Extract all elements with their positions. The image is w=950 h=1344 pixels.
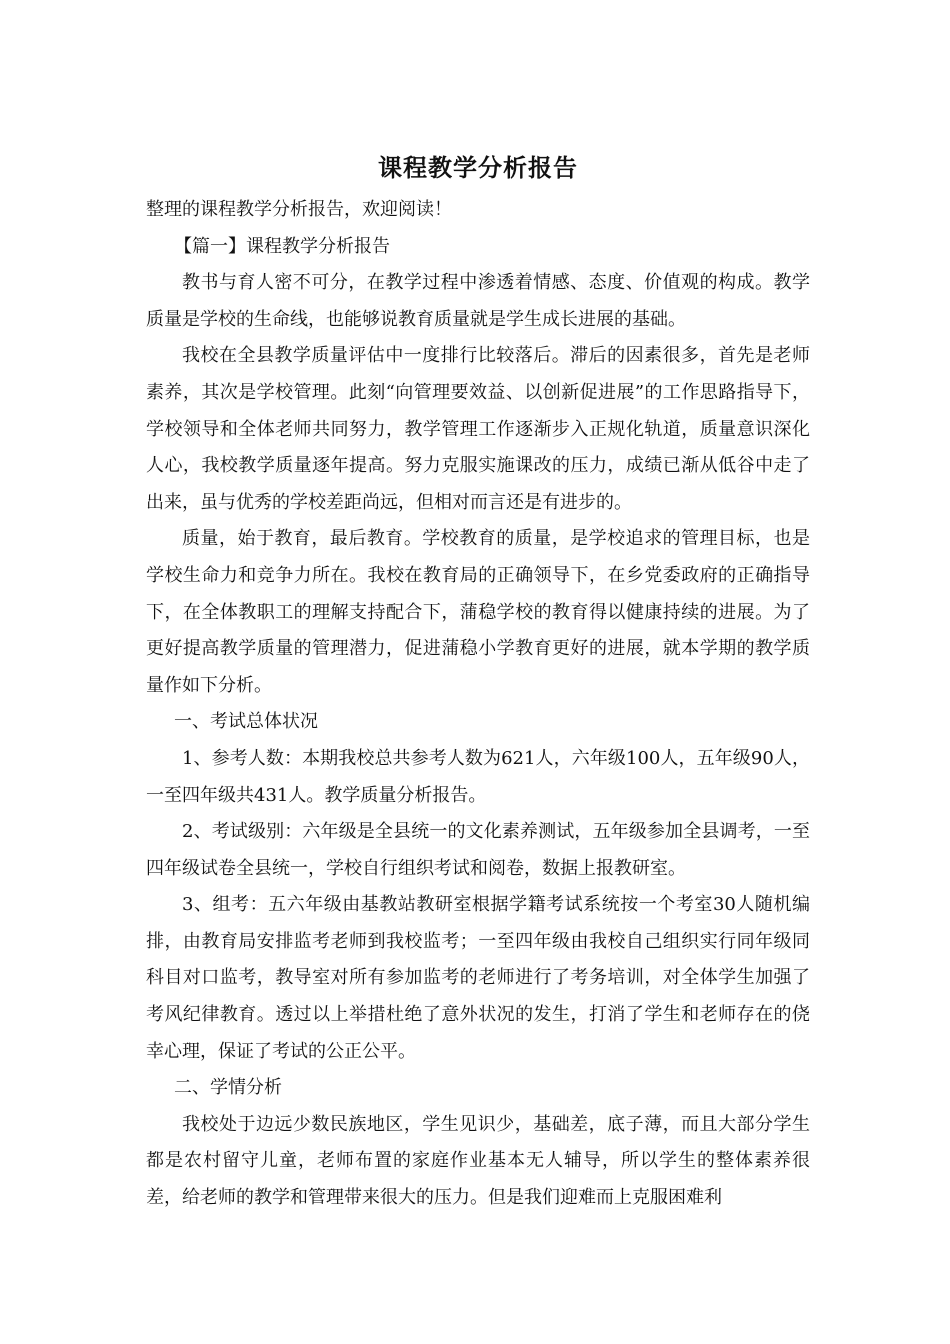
part-heading: 【篇一】课程教学分析报告 (174, 235, 390, 257)
section-1-item-1: 1、参考人数：本期我校总共参考人数为621人，六年级100人，五年级90人，一至四年级共431人。教学质量分析报告。 (146, 747, 810, 806)
section-1-heading: 一、考试总体状况 (174, 711, 318, 733)
intro-line: 整理的课程教学分析报告，欢迎阅读！ (146, 199, 452, 220)
section-2-heading: 二、学情分析 (174, 1077, 282, 1099)
paragraph-3: 质量，始于教育，最后教育。学校教育的质量，是学校追求的管理目标，也是学校生命力和竞争力所在。我校在教育局的正确领导下，在乡党委政府的正确指导下，在全体教职工的理解支持配合下，蒲稳学校的教育得以健康持续的进展。为了更好提高教学质量的管理潜力，促进蒲稳小学教育更好的进展，就本学期的教学质量作如下分析。 (146, 528, 810, 696)
section-1-item-2: 2、考试级别：六年级是全县统一的文化素养测试，五年级参加全县调考，一至四年级试卷全县统一，学校自行组织考试和阅卷，数据上报教研室。 (146, 821, 810, 879)
document-title: 课程教学分析报告 (378, 153, 578, 182)
paragraph-1: 教书与育人密不可分，在教学过程中渗透着情感、态度、价值观的构成。教学质量是学校的生命线，也能够说教育质量就是学生成长进展的基础。 (146, 272, 810, 330)
paragraph-2: 我校在全县教学质量评估中一度排行比较落后。滞后的因素很多，首先是老师素养，其次是学校管理。此刻“向管理要效益、以创新促进展”的工作思路指导下，学校领导和全体老师共同努力，教学管理工作逐渐步入正规化轨道，质量意识深化人心，我校教学质量逐年提高。努力克服实施课改的压力，成绩已渐从低谷中走了出来，虽与优秀的学校差距尚远，但相对而言还是有进步的。 (146, 345, 810, 513)
section-1-item-3: 3、组考：五六年级由基教站教研室根据学籍考试系统按一个考室30人随机编排，由教育局安排监考老师到我校监考；一至四年级由我校自己组织实行同年级同科目对口监考，教导室对所有参加监考的老师进行了考务培训，对全体学生加强了考风纪律教育。透过以上举措杜绝了意外状况的发生，打消了学生和老师存在的侥幸心理，保证了考试的公正公平。 (146, 894, 810, 1062)
section-2-paragraph: 我校处于边远少数民族地区，学生见识少，基础差，底子薄，而且大部分学生都是农村留守儿童，老师布置的家庭作业基本无人辅导，所以学生的整体素养很差，给老师的教学和管理带来很大的压力。但是我们迎难而上克服困难利 (146, 1113, 810, 1209)
document-body (146, 148, 810, 1217)
